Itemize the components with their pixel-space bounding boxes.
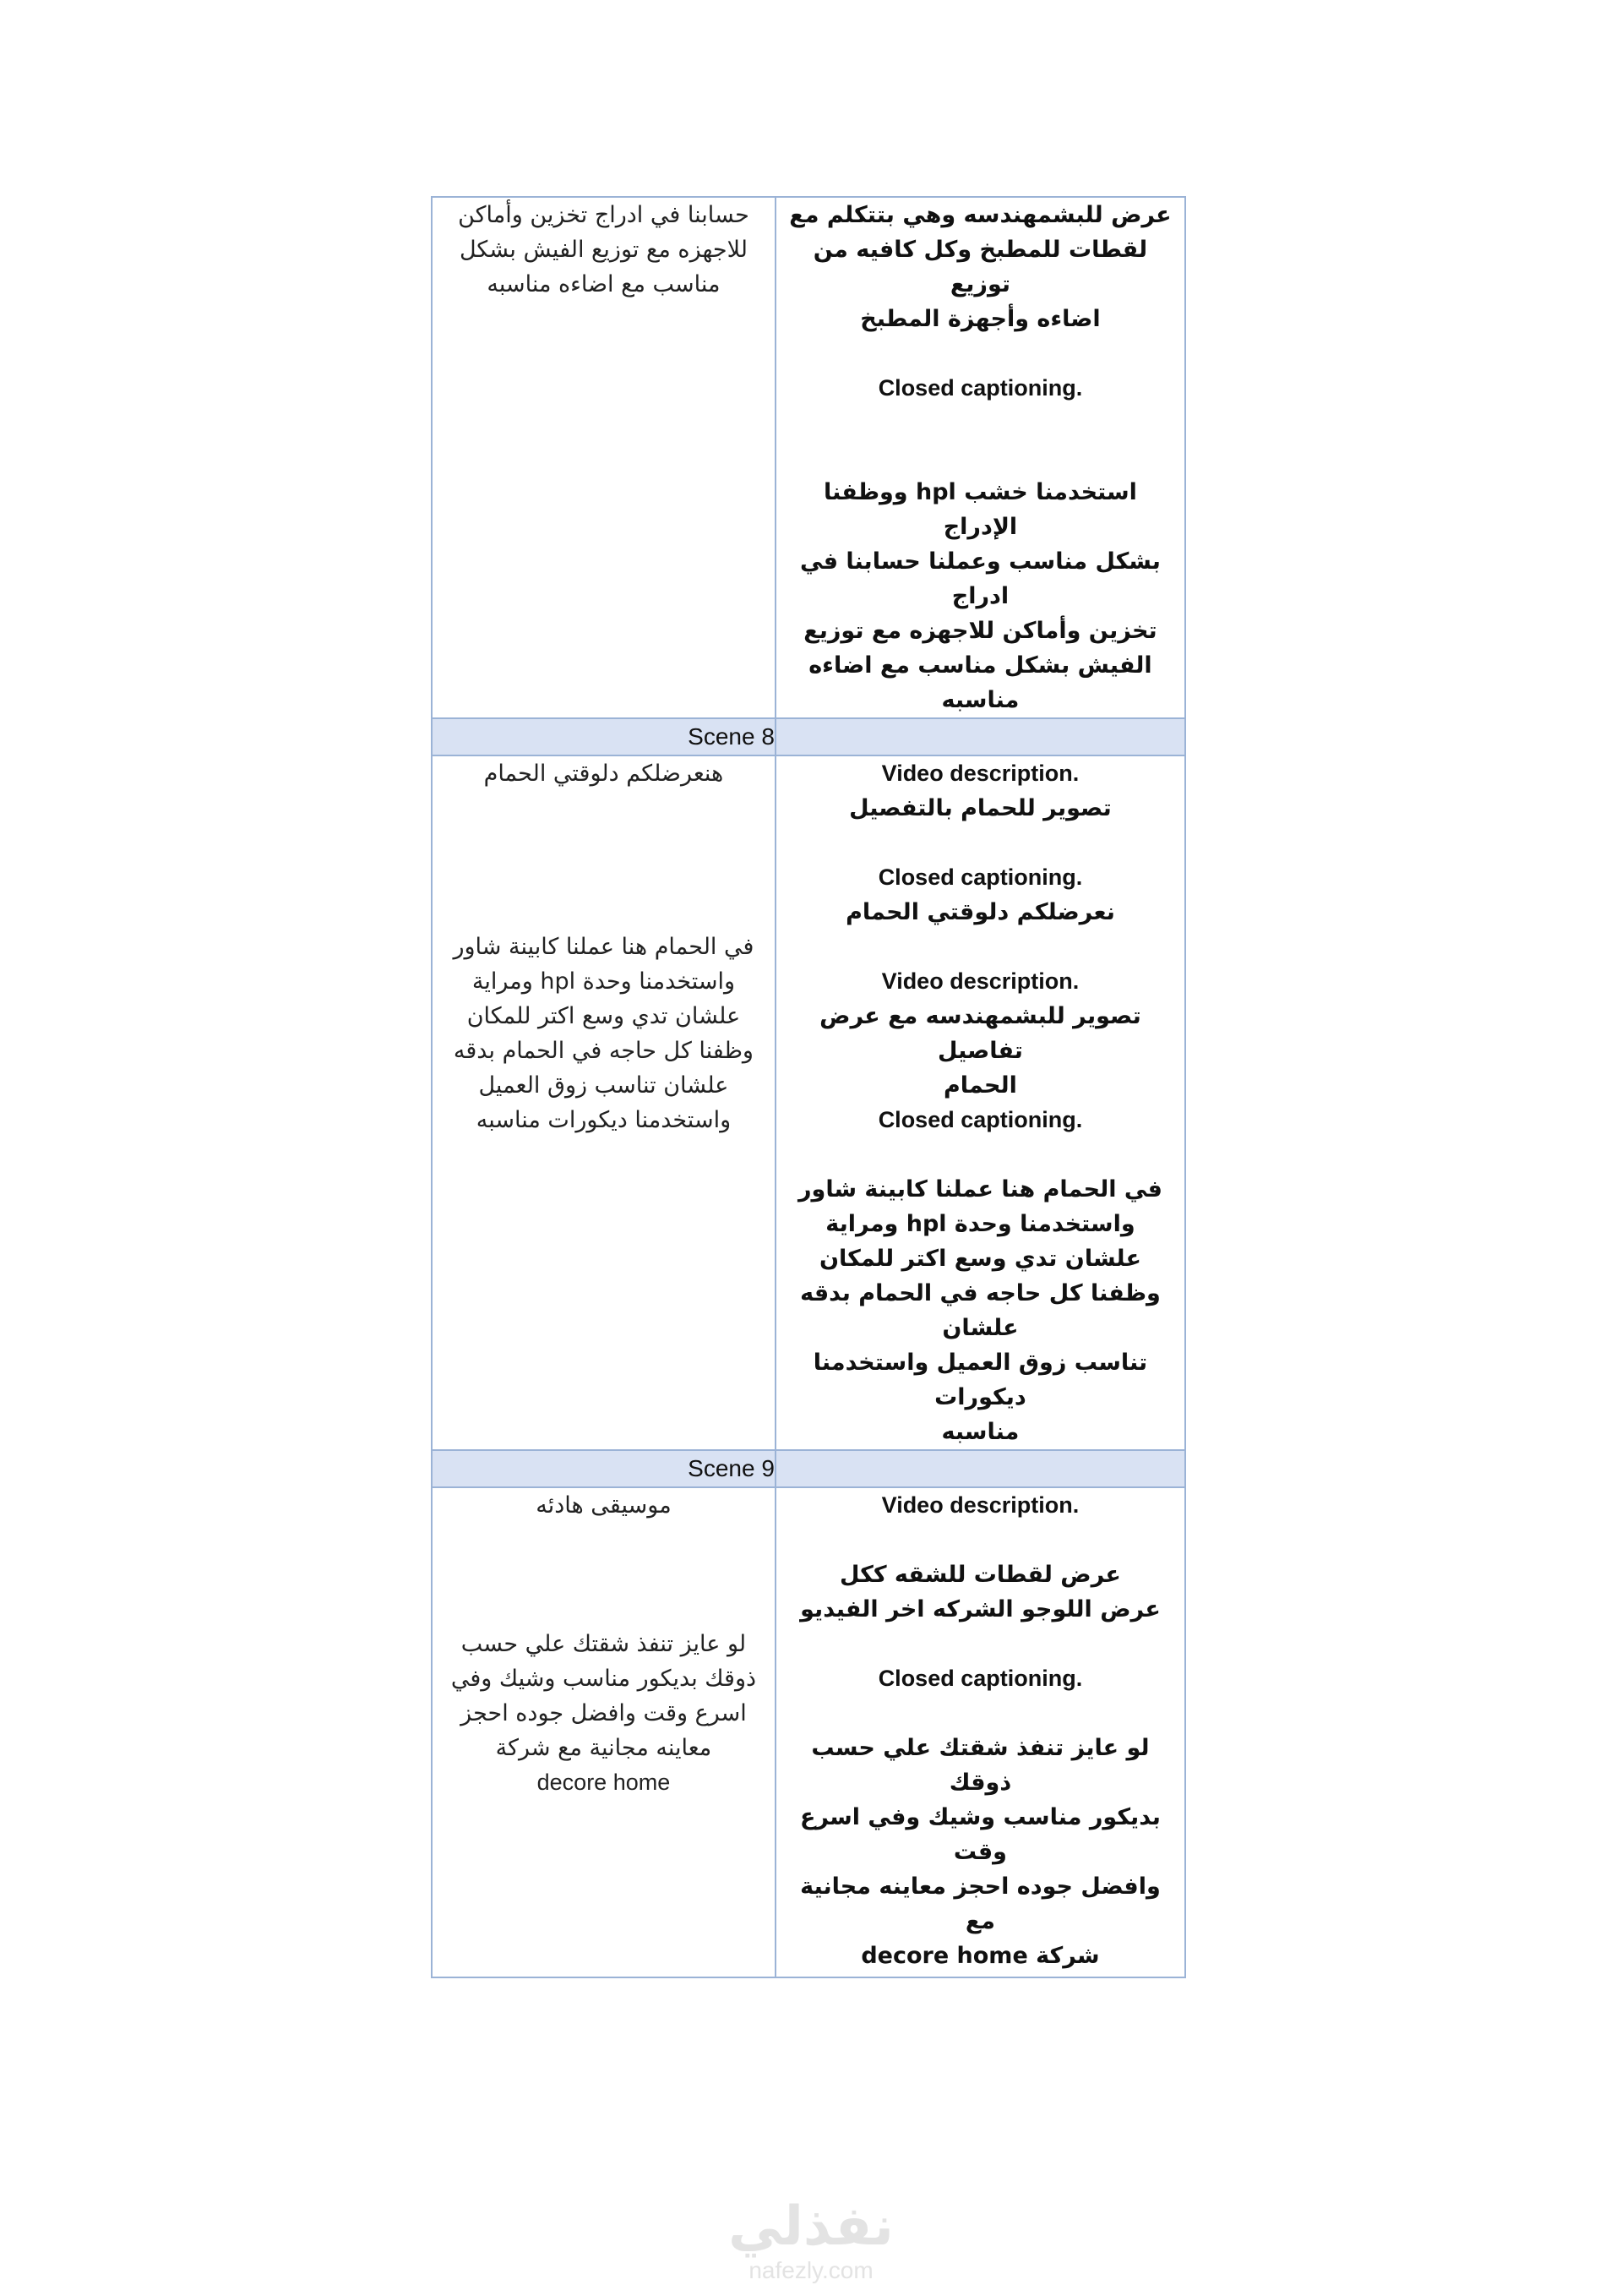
description-cell xyxy=(776,197,1185,718)
scene-8-label: Scene 8 xyxy=(432,718,776,755)
caption-text: لو عايز تنفذ شقتك علي حسب ذوقك بديكور مناسب وشيك وفي اسرع وقت وافضل جوده احجز معاينه مجانية مع شركة decore home xyxy=(799,1735,1161,1969)
scene-header-row xyxy=(432,718,1185,755)
closed-captioning-label: Closed captioning. xyxy=(878,1107,1083,1132)
watermark-logo: نفذلي xyxy=(728,2195,894,2258)
description-text: عرض لقطات للشقه ككل عرض اللوجو الشركه اخر الفيديو xyxy=(800,1562,1161,1622)
table-row xyxy=(432,1487,1185,1977)
closed-captioning-label: Closed captioning. xyxy=(878,375,1083,401)
voiceover-cell xyxy=(432,1487,776,1977)
description-text: عرض للبشمهندسه وهي بتتكلم مع لقطات للمطبخ وكل كافيه من توزيع اضاءه وأجهزة المطبخ xyxy=(789,202,1172,332)
caption-text: نعرضلكم دلوقتي الحمام xyxy=(846,899,1115,925)
video-description-label: Video description. xyxy=(881,968,1080,994)
description-cell xyxy=(776,1487,1185,1977)
voiceover-text: لو عايز تنفذ شقتك علي حسب ذوقك بديكور مناسب وشيك وفي اسرع وقت وافضل جوده احجز معاينه مجانية مع شركة xyxy=(450,1631,757,1761)
closed-captioning-label: Closed captioning. xyxy=(878,864,1083,890)
video-description-label: Video description. xyxy=(881,1492,1080,1518)
scene-header-empty xyxy=(776,718,1185,755)
closed-captioning-label: Closed captioning. xyxy=(878,1666,1083,1691)
scene-header-row xyxy=(432,1450,1185,1487)
voiceover-text: في الحمام هنا عملنا كابينة شاور واستخدمنا وحدة hpl ومراية علشان تدي وسع اكتر للمكان وظفنا كل حاجه في الحمام بدقه علشان تناسب زوق العميل واستخدمنا ديكورات مناسبه xyxy=(453,934,754,1133)
script-table xyxy=(431,196,1186,1978)
brand-name: decore home xyxy=(536,1770,671,1795)
watermark xyxy=(716,2197,906,2285)
table-row xyxy=(432,755,1185,1450)
scene-9-label: Scene 9 xyxy=(432,1450,776,1487)
voiceover-cell xyxy=(432,197,776,718)
watermark-url: nafezly.com xyxy=(748,2257,874,2283)
scene-header-empty xyxy=(776,1450,1185,1487)
voiceover-text: حسابنا في ادراج تخزين وأماكن للاجهزه مع توزيع الفيش بشكل مناسب مع اضاءه مناسبه xyxy=(458,202,749,297)
music-note: موسيقى هادئه xyxy=(536,1492,672,1519)
description-cell xyxy=(776,755,1185,1450)
table-row xyxy=(432,197,1185,718)
caption-text: في الحمام هنا عملنا كابينة شاور واستخدمنا وحدة hpl ومراية علشان تدي وسع اكتر للمكان وظفنا كل حاجه في الحمام بدقه علشان تناسب زوق العميل واستخدمنا ديكورات مناسبه xyxy=(798,1176,1162,1445)
video-description-label: Video description. xyxy=(881,761,1080,786)
description-text: تصوير للبشمهندسه مع عرض تفاصيل الحمام xyxy=(819,1003,1141,1099)
voiceover-cell xyxy=(432,755,776,1450)
caption-text: استخدمنا خشب hpl ووظفنا الإدراج بشكل مناسب وعملنا حسابنا في ادراج تخزين وأماكن للاجهزه مع توزيع الفيش بشكل مناسب مع اضاءه مناسبه xyxy=(800,479,1161,713)
voiceover-intro: هنعرضلكم دلوقتي الحمام xyxy=(483,761,724,787)
description-text: تصوير للحمام بالتفصيل xyxy=(849,795,1112,821)
